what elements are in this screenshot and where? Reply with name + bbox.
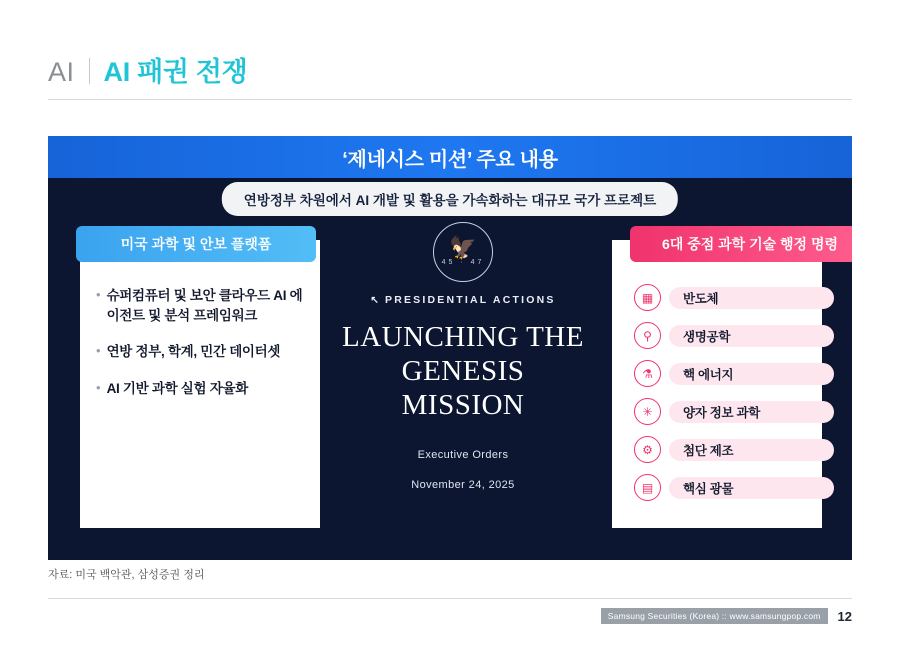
dna-icon [634, 322, 661, 349]
seal-numbers: 45 · 47 [441, 259, 485, 266]
poster-eyebrow-label: PRESIDENTIAL ACTIONS [384, 294, 556, 306]
bullet-text: 슈퍼컴퓨터 및 보안 클라우드 AI 에이전트 및 분석 프레임워크 [106, 288, 303, 323]
list-item [634, 474, 834, 501]
panel-subtitle: 연방정부 차원에서 AI 개발 및 활용을 가속화하는 대규모 국가 프로젝트 [222, 182, 678, 216]
right-card-heading [630, 226, 852, 262]
poster-caption: Executive Orders [417, 448, 509, 461]
poster-eyebrow [338, 294, 588, 306]
right-card-heading-label: 6대 중점 과학 기술 행정 명령 [662, 236, 838, 252]
atom-flask-icon [634, 360, 661, 387]
page-number: 12 [837, 608, 852, 624]
page-title: AI 패권 전쟁 [103, 57, 248, 87]
bullet-dot-icon: • [96, 379, 101, 395]
item-label: 핵 에너지 [669, 363, 834, 385]
item-label: 핵심 광물 [669, 477, 834, 499]
atom-flask-icon-glyph: ⚗ [642, 366, 653, 381]
left-card-bullets [96, 286, 306, 415]
list-item [96, 286, 306, 325]
left-card [80, 236, 320, 528]
arrow-up-left-icon: ↖ [370, 295, 381, 306]
header-kicker: AI [48, 57, 75, 87]
list-item [634, 322, 834, 349]
poster-title [338, 320, 588, 423]
bullet-dot-icon: • [96, 287, 101, 302]
item-label: 반도체 [669, 287, 834, 309]
list-item [634, 436, 834, 463]
panel-title-bar [48, 136, 852, 178]
header-rule [48, 99, 852, 100]
chip-icon [634, 284, 661, 311]
right-card [612, 236, 838, 528]
list-item [634, 360, 834, 387]
poster-date: November 24, 2025 [411, 478, 515, 491]
list-item [634, 284, 834, 311]
mineral-icon [634, 474, 661, 501]
footer-rule [48, 598, 852, 599]
list-item [96, 342, 306, 362]
panel-title: ‘제네시스 미션’ 주요 내용 [342, 148, 558, 171]
eagle-glyph: 🦅 [449, 235, 477, 260]
footer-brand: Samsung Securities (Korea) :: www.samsungpop.com [601, 608, 828, 624]
footer [601, 608, 852, 624]
left-card-heading-label: 미국 과학 및 안보 플랫폼 [120, 236, 272, 252]
header-divider [89, 58, 90, 84]
chip-icon-glyph: ▦ [641, 290, 654, 305]
center-poster [338, 222, 588, 491]
poster-title-line2: GENESIS MISSION [401, 355, 525, 422]
item-label: 생명공학 [669, 325, 834, 347]
bullet-text: AI 기반 과학 실험 자율화 [106, 380, 248, 396]
item-label: 양자 정보 과학 [669, 401, 834, 423]
bullet-text: 연방 정부, 학계, 민간 데이터셋 [106, 344, 281, 360]
bullet-dot-icon: • [96, 343, 101, 359]
dna-icon-glyph: ⚲ [643, 328, 652, 343]
list-item [634, 398, 834, 425]
page-header [48, 50, 247, 89]
left-card-heading [76, 226, 316, 262]
source-note: 자료: 미국 백악관, 삼성증권 정리 [48, 569, 205, 581]
mineral-icon-glyph: ▤ [641, 480, 654, 495]
item-label: 첨단 제조 [669, 439, 834, 461]
eagle-seal-icon [433, 222, 493, 282]
manufacturing-icon-glyph: ⚙ [642, 442, 653, 457]
quantum-icon [634, 398, 661, 425]
quantum-icon-glyph: ✳ [642, 404, 653, 419]
list-item [96, 379, 306, 399]
right-card-items [634, 284, 834, 512]
content-panel [48, 136, 852, 560]
manufacturing-icon [634, 436, 661, 463]
poster-title-line1: LAUNCHING THE [342, 321, 584, 353]
